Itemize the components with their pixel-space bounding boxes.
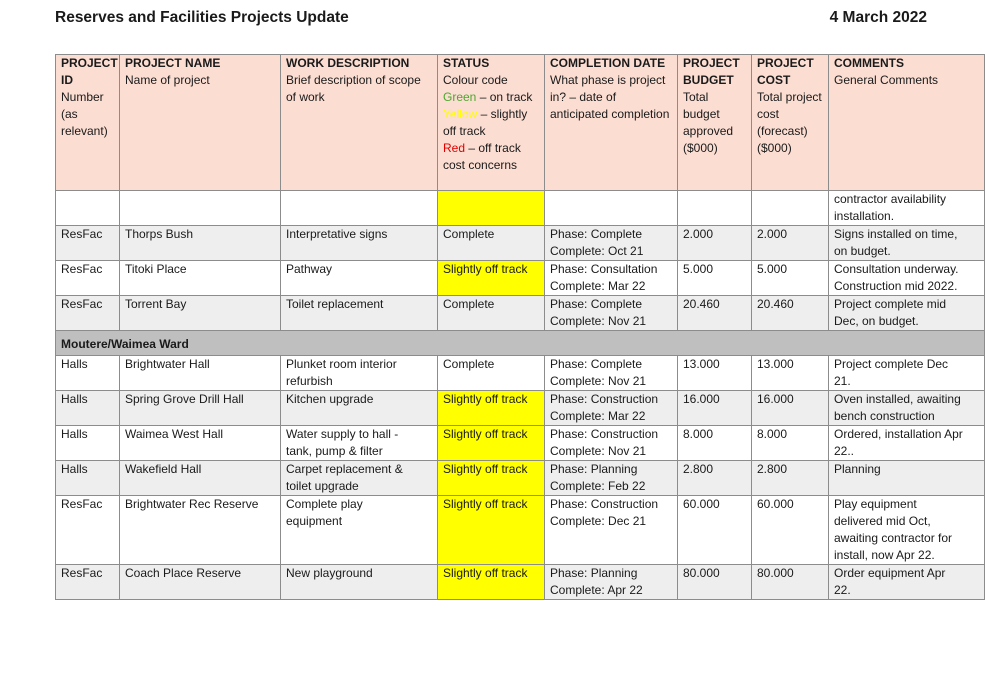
col-header-status: STATUS Colour code Green – on track Yellow – slightly off track Red – off track cost concerns: [438, 55, 545, 191]
comment-cell: Consultation underway. Construction mid 2022.: [829, 261, 985, 296]
budget-cell: 2.000: [678, 226, 752, 261]
status-cell: Complete: [438, 356, 545, 391]
status-cell: Slightly off track: [438, 565, 545, 600]
status-cell: Slightly off track: [438, 461, 545, 496]
status-legend-red: Red – off track cost concerns: [443, 141, 521, 172]
cost-cell: 60.000: [752, 496, 829, 565]
work-description-cell: Carpet replacement & toilet upgrade: [281, 461, 438, 496]
completion-cell: Phase: Planning Complete: Feb 22: [545, 461, 678, 496]
budget-cell: 20.460: [678, 296, 752, 331]
completion-cell: Phase: Construction Complete: Dec 21: [545, 496, 678, 565]
project-name-cell: Torrent Bay: [120, 296, 281, 331]
budget-cell: 8.000: [678, 426, 752, 461]
status-cell: Complete: [438, 296, 545, 331]
project-id-cell: ResFac: [56, 261, 120, 296]
project-id-cell: ResFac: [56, 226, 120, 261]
budget-cell: 16.000: [678, 391, 752, 426]
comment-cell: Play equipment delivered mid Oct, awaiting contractor for install, now Apr 22.: [829, 496, 985, 565]
project-name-cell: Brightwater Rec Reserve: [120, 496, 281, 565]
completion-cell: Phase: Planning Complete: Apr 22: [545, 565, 678, 600]
comment-cell: Ordered, installation Apr 22..: [829, 426, 985, 461]
comment-cell: Oven installed, awaiting bench construction: [829, 391, 985, 426]
project-id-cell: Halls: [56, 356, 120, 391]
cost-cell: 5.000: [752, 261, 829, 296]
col-header-completion-date: COMPLETION DATE What phase is project in? – date of anticipated completion: [545, 55, 678, 191]
status-legend-yellow: Yellow – slightly off track: [443, 107, 528, 138]
ward-label: Moutere/Waimea Ward: [56, 331, 985, 356]
cost-cell: 8.000: [752, 426, 829, 461]
col-header-project-id: PROJECT ID Number (as relevant): [56, 55, 120, 191]
project-id-cell: ResFac: [56, 296, 120, 331]
work-description-cell: Plunket room interior refurbish: [281, 356, 438, 391]
table-row: [56, 261, 985, 296]
table-row: [56, 461, 985, 496]
budget-cell: 80.000: [678, 565, 752, 600]
project-name-cell: Coach Place Reserve: [120, 565, 281, 600]
status-cell: Complete: [438, 226, 545, 261]
page-title: Reserves and Facilities Projects Update: [55, 9, 349, 26]
project-name-cell: Wakefield Hall: [120, 461, 281, 496]
status-cell: Slightly off track: [438, 261, 545, 296]
project-name-cell: Brightwater Hall: [120, 356, 281, 391]
cost-cell: 16.000: [752, 391, 829, 426]
completion-cell: Phase: Construction Complete: Mar 22: [545, 391, 678, 426]
work-description-cell: Interpretative signs: [281, 226, 438, 261]
completion-cell: Phase: Complete Complete: Nov 21: [545, 296, 678, 331]
table-row: [56, 391, 985, 426]
comment-cell: Signs installed on time, on budget.: [829, 226, 985, 261]
status-cell: Slightly off track: [438, 496, 545, 565]
work-description-cell: Pathway: [281, 261, 438, 296]
cost-cell: 13.000: [752, 356, 829, 391]
completion-cell: Phase: Consultation Complete: Mar 22: [545, 261, 678, 296]
cost-cell: 2.800: [752, 461, 829, 496]
budget-cell: 5.000: [678, 261, 752, 296]
comment-cell: Project complete mid Dec, on budget.: [829, 296, 985, 331]
table-row: [56, 426, 985, 461]
ward-section-row: [56, 331, 985, 356]
table-row: [56, 496, 985, 565]
table-row: [56, 226, 985, 261]
budget-cell: 60.000: [678, 496, 752, 565]
comment-cell: contractor availability installation.: [829, 191, 985, 226]
table-row: [56, 296, 985, 331]
col-header-comments: COMMENTS General Comments: [829, 55, 985, 191]
work-description-cell: Complete play equipment: [281, 496, 438, 565]
status-cell: Slightly off track: [438, 391, 545, 426]
table-row: [56, 565, 985, 600]
comment-cell: Planning: [829, 461, 985, 496]
completion-cell: Phase: Construction Complete: Nov 21: [545, 426, 678, 461]
completion-cell: Phase: Complete Complete: Oct 21: [545, 226, 678, 261]
col-header-work-description: WORK DESCRIPTION Brief description of scope of work: [281, 55, 438, 191]
work-description-cell: Water supply to hall - tank, pump & filter: [281, 426, 438, 461]
work-description-cell: Toilet replacement: [281, 296, 438, 331]
projects-table: [55, 54, 985, 600]
col-header-project-name: PROJECT NAME Name of project: [120, 55, 281, 191]
cost-cell: 20.460: [752, 296, 829, 331]
project-name-cell: Spring Grove Drill Hall: [120, 391, 281, 426]
work-description-cell: Kitchen upgrade: [281, 391, 438, 426]
project-name-cell: Waimea West Hall: [120, 426, 281, 461]
project-id-cell: Halls: [56, 391, 120, 426]
col-header-project-cost: PROJECT COST Total project cost (forecast) ($000): [752, 55, 829, 191]
budget-cell: 13.000: [678, 356, 752, 391]
continuation-row: [56, 191, 985, 226]
cost-cell: 2.000: [752, 226, 829, 261]
comment-cell: Order equipment Apr 22.: [829, 565, 985, 600]
project-name-cell: Thorps Bush: [120, 226, 281, 261]
status-cell: Slightly off track: [438, 426, 545, 461]
table-header-row: [56, 55, 985, 191]
comment-cell: Project complete Dec 21.: [829, 356, 985, 391]
cost-cell: 80.000: [752, 565, 829, 600]
project-name-cell: Titoki Place: [120, 261, 281, 296]
project-id-cell: ResFac: [56, 565, 120, 600]
report-date: 4 March 2022: [829, 9, 927, 26]
completion-cell: Phase: Complete Complete: Nov 21: [545, 356, 678, 391]
status-cell: [438, 191, 545, 226]
project-id-cell: Halls: [56, 426, 120, 461]
project-id-cell: Halls: [56, 461, 120, 496]
table-row: [56, 356, 985, 391]
work-description-cell: New playground: [281, 565, 438, 600]
project-id-cell: ResFac: [56, 496, 120, 565]
budget-cell: 2.800: [678, 461, 752, 496]
col-header-project-budget: PROJECT BUDGET Total budget approved ($000): [678, 55, 752, 191]
status-legend-green: Green – on track: [443, 90, 533, 104]
